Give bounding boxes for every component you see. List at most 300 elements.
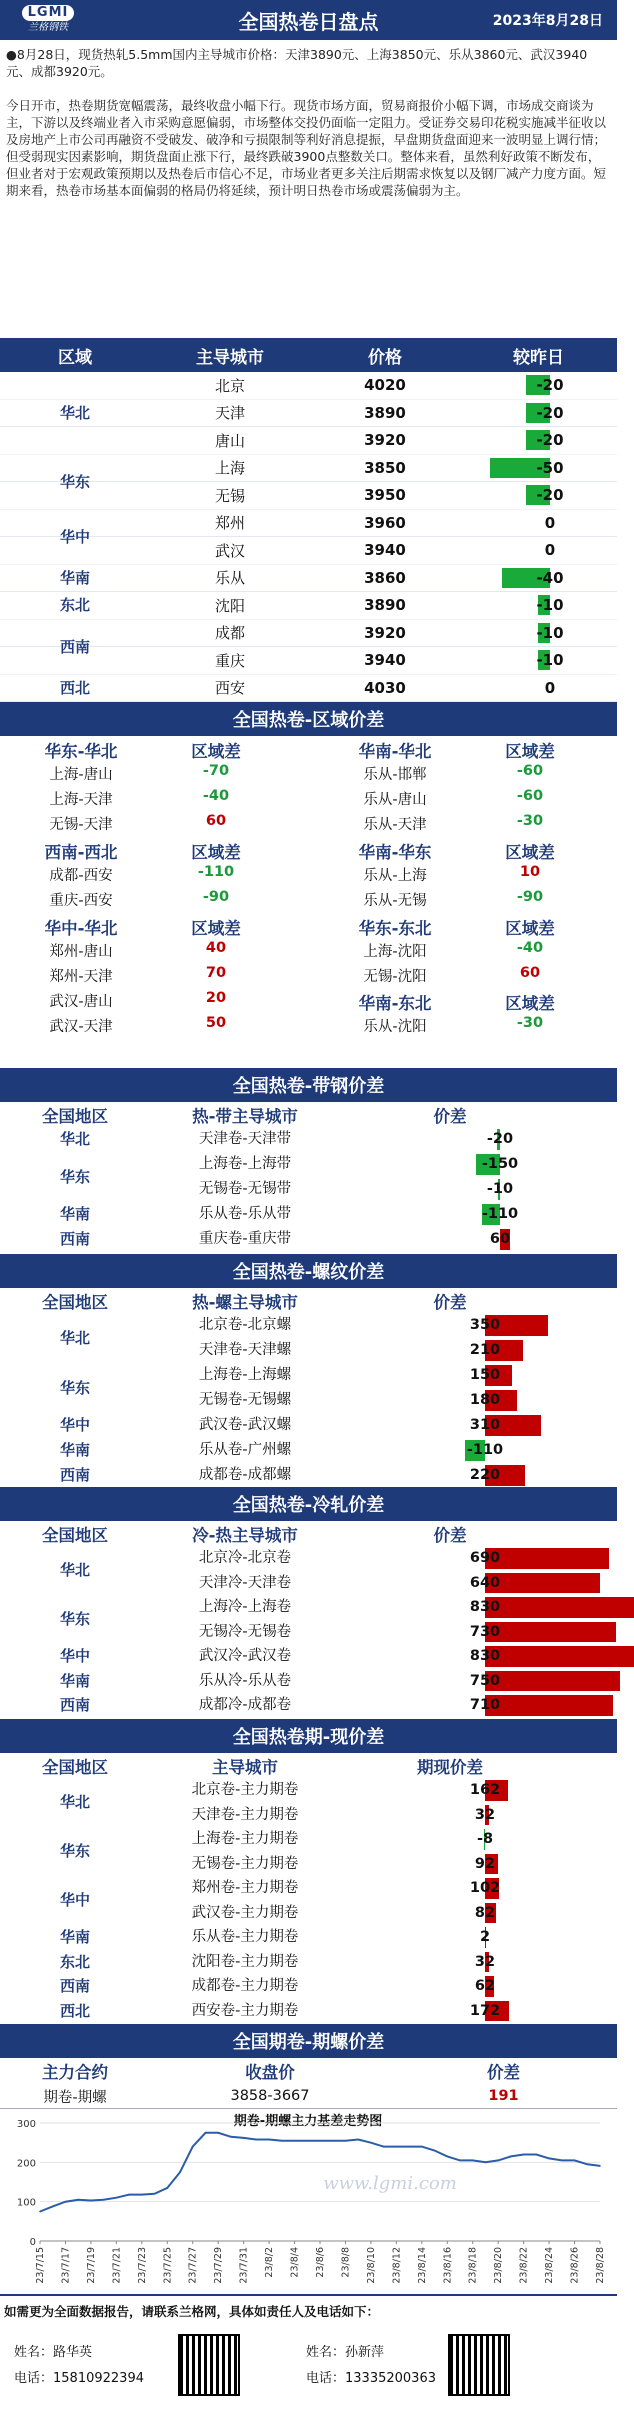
main-city: 天津 — [150, 402, 310, 423]
main-row — [0, 620, 617, 648]
change-value: -20 — [520, 429, 580, 451]
regional-pair: 上海-唐山 — [6, 763, 156, 784]
regional-diff: -60 — [470, 788, 590, 804]
main-city: 无锡 — [150, 485, 310, 506]
futures-value: 162 — [445, 1778, 525, 1803]
col-price: 价格 — [310, 343, 460, 368]
futures-pair: 武汉卷-主力期卷 — [150, 1901, 340, 1926]
regional-pair: 成都-西安 — [6, 864, 156, 885]
main-city: 重庆 — [150, 650, 310, 671]
main-row — [0, 537, 617, 565]
chart-xtick-label: 23/7/31 — [239, 2247, 250, 2284]
main-row — [0, 400, 617, 428]
chart-point — [319, 2140, 321, 2142]
futures-region: 华中 — [0, 1876, 150, 1925]
main-city: 唐山 — [150, 430, 310, 451]
chart-xtick-label: 23/8/2 — [264, 2247, 275, 2278]
basis-chart — [0, 2108, 617, 2294]
rebar-value: 310 — [445, 1413, 525, 1438]
chart-xtick-label: 23/7/27 — [188, 2247, 199, 2284]
regional-pair: 乐从-邯郸 — [320, 763, 470, 784]
main-row — [0, 675, 617, 703]
main-change-cell — [460, 539, 617, 561]
cold-value: 830 — [445, 1595, 525, 1620]
cold-region: 华东 — [0, 1595, 150, 1644]
contact-1-name: 路华英 — [53, 2345, 92, 2360]
regional-pair: 上海-沈阳 — [320, 940, 470, 961]
regional-head: 华中-华北 — [6, 915, 156, 939]
futures-value: 172 — [445, 1999, 525, 2024]
chart-point — [141, 2194, 143, 2196]
regional-diff: 20 — [156, 990, 276, 1006]
contract-name: 期卷-期螺 — [0, 2086, 150, 2107]
rebar-table-header — [0, 1288, 617, 1313]
chart-xtick-label: 23/8/14 — [417, 2247, 428, 2284]
rebar-pair: 北京卷-北京螺 — [150, 1313, 340, 1338]
chart-point — [65, 2201, 67, 2203]
chart-point — [523, 2154, 525, 2156]
main-price: 3920 — [310, 431, 460, 449]
regional-diff-head: 区域差 — [470, 990, 590, 1014]
regional-pair: 乐从-天津 — [320, 813, 470, 834]
main-region-label: 西北 — [0, 675, 150, 703]
regional-pair: 重庆-西安 — [6, 889, 156, 910]
contact-1-phone: 15810922394 — [53, 2371, 144, 2386]
chart-point — [510, 2156, 512, 2158]
cold-pair: 无锡冷-无锡卷 — [150, 1620, 340, 1645]
cold-region: 华南 — [0, 1669, 150, 1694]
chart-point — [497, 2160, 499, 2162]
main-region-label: 华中 — [0, 510, 150, 565]
chart-ytick-label: 300 — [17, 2119, 36, 2130]
main-price: 3850 — [310, 459, 460, 477]
chart-xtick-label: 23/7/19 — [86, 2247, 97, 2284]
regional-diff-head: 区域差 — [470, 839, 590, 863]
main-price: 3940 — [310, 651, 460, 669]
futures-value: 82 — [445, 1901, 525, 1926]
chart-point — [434, 2150, 436, 2152]
chart-point — [383, 2146, 385, 2148]
chart-point — [192, 2146, 194, 2148]
chart-point — [294, 2140, 296, 2142]
main-price: 3860 — [310, 569, 460, 587]
regional-diff: -110 — [156, 864, 276, 880]
chart-point — [90, 2200, 92, 2202]
change-value: 0 — [520, 677, 580, 699]
futures-pair: 北京卷-主力期卷 — [150, 1778, 340, 1803]
rebar-spread-table — [0, 1288, 617, 1487]
futures-value: 102 — [445, 1876, 525, 1901]
cold-table-header — [0, 1521, 617, 1546]
regional-diff: -60 — [470, 763, 590, 779]
main-change-cell — [460, 567, 617, 589]
chart-xtick-label: 23/8/26 — [570, 2247, 581, 2284]
intro-text — [0, 40, 617, 338]
main-row — [0, 372, 617, 400]
main-row — [0, 592, 617, 620]
rebar-col-pair: 热-螺主导城市 — [150, 1289, 340, 1313]
rebar-value: 180 — [445, 1388, 525, 1413]
cold-value: 750 — [445, 1669, 525, 1694]
change-value: 0 — [520, 539, 580, 561]
cold-value: 640 — [445, 1571, 525, 1596]
main-price: 3920 — [310, 624, 460, 642]
strip-col-value: 价差 — [340, 1103, 560, 1127]
rebar-value: 210 — [445, 1338, 525, 1363]
chart-point — [154, 2193, 156, 2195]
regional-head: 华南-东北 — [320, 990, 470, 1014]
regional-pair: 武汉-唐山 — [6, 990, 156, 1011]
futures-value: 92 — [445, 1852, 525, 1877]
contract-spread-header — [0, 2058, 617, 2084]
report-date: 2023年8月28日 — [493, 10, 603, 30]
close-prices: 3858-3667 — [150, 2088, 390, 2104]
main-row — [0, 427, 617, 455]
contact-2-phone-label: 电话： — [306, 2371, 345, 2386]
chart-point — [116, 2197, 118, 2199]
futures-col-region: 全国地区 — [0, 1754, 150, 1778]
futures-col-pair: 主导城市 — [150, 1754, 340, 1778]
contract-spread-row — [0, 2084, 617, 2108]
chart-point — [52, 2206, 54, 2208]
chart-xtick-label: 23/8/4 — [290, 2247, 301, 2278]
strip-value: -10 — [460, 1177, 540, 1202]
chart-xtick-label: 23/8/28 — [595, 2247, 606, 2284]
chart-point — [396, 2146, 398, 2148]
chart-xtick-label: 23/8/10 — [366, 2247, 377, 2284]
rebar-col-value: 价差 — [340, 1289, 560, 1313]
change-value: -20 — [520, 374, 580, 396]
cold-pair: 北京冷-北京卷 — [150, 1546, 340, 1571]
rebar-pair: 无锡卷-无锡螺 — [150, 1388, 340, 1413]
change-value: -20 — [520, 484, 580, 506]
main-row — [0, 647, 617, 675]
strip-col-pair: 热-带主导城市 — [150, 1103, 340, 1127]
main-price: 3940 — [310, 541, 460, 559]
cold-value: 710 — [445, 1693, 525, 1718]
regional-head: 华南-华北 — [320, 738, 470, 762]
futures-region: 华南 — [0, 1925, 150, 1950]
regional-diff: -30 — [470, 1015, 590, 1031]
chart-point — [166, 2187, 168, 2189]
main-price-table — [0, 372, 617, 702]
section-title-rebar: 全国热卷-螺纹价差 — [0, 1254, 617, 1288]
regional-diff: -40 — [470, 940, 590, 956]
main-change-cell — [460, 622, 617, 644]
cold-pair: 天津冷-天津卷 — [150, 1571, 340, 1596]
basis-chart-svg — [0, 2109, 617, 2295]
contact-note: 如需更为全面数据报告，请联系兰格网，具体如责任人及电话如下： — [0, 2296, 617, 2320]
chart-xtick-label: 23/7/25 — [162, 2247, 173, 2284]
regional-pair: 乐从-上海 — [320, 864, 470, 885]
futures-pair: 无锡卷-主力期卷 — [150, 1852, 340, 1877]
strip-col-region: 全国地区 — [0, 1103, 150, 1127]
intro-paragraph-prices: ●8月28日，现货热轧5.5mm国内主导城市价格：天津3890元、上海3850元、乐从3860元、武汉3940元、成都3920元。 — [6, 46, 611, 80]
chart-point — [472, 2160, 474, 2162]
futures-value: 62 — [445, 1974, 525, 1999]
cold-value: 690 — [445, 1546, 525, 1571]
main-price: 3950 — [310, 486, 460, 504]
main-change-cell — [460, 374, 617, 396]
regional-diff: 70 — [156, 965, 276, 981]
strip-value: -110 — [460, 1202, 540, 1227]
contact-2 — [306, 2340, 436, 2392]
regional-pair: 乐从-沈阳 — [320, 1015, 470, 1036]
regional-diff: -70 — [156, 763, 276, 779]
main-city: 沈阳 — [150, 595, 310, 616]
futures-region: 西北 — [0, 1999, 150, 2024]
spread-value: 191 — [390, 2088, 617, 2104]
chart-ytick-label: 0 — [30, 2237, 36, 2248]
regional-diff: 10 — [470, 864, 590, 880]
change-value: -20 — [520, 402, 580, 424]
col-region: 区域 — [0, 343, 150, 368]
regional-diff: 60 — [156, 813, 276, 829]
change-value: -10 — [520, 622, 580, 644]
futures-pair: 西安卷-主力期卷 — [150, 1999, 340, 2024]
main-price: 3890 — [310, 596, 460, 614]
chart-point — [421, 2146, 423, 2148]
chart-point — [370, 2142, 372, 2144]
futures-value: 2 — [445, 1925, 525, 1950]
strip-region: 华南 — [0, 1202, 150, 1227]
rebar-region: 华东 — [0, 1363, 150, 1413]
main-row — [0, 455, 617, 483]
close-col: 收盘价 — [150, 2059, 390, 2083]
chart-point — [485, 2162, 487, 2164]
main-region-label: 华东 — [0, 455, 150, 510]
chart-xtick-label: 23/7/23 — [137, 2247, 148, 2284]
main-region-label: 西南 — [0, 620, 150, 675]
strip-value: -20 — [460, 1127, 540, 1152]
cold-spread-table — [0, 1521, 617, 1719]
rebar-pair: 天津卷-天津螺 — [150, 1338, 340, 1363]
rebar-region: 西南 — [0, 1463, 150, 1488]
chart-watermark: www.lgmi.com — [323, 2173, 457, 2194]
contact-2-name-label: 姓名： — [306, 2345, 345, 2360]
logo-cn-text: 兰格钢铁 — [28, 21, 68, 35]
chart-point — [345, 2140, 347, 2142]
strip-value: -150 — [460, 1152, 540, 1177]
futures-pair: 天津卷-主力期卷 — [150, 1803, 340, 1828]
futures-table-header — [0, 1753, 617, 1778]
main-row — [0, 565, 617, 593]
main-change-cell — [460, 484, 617, 506]
change-value: -50 — [520, 457, 580, 479]
main-change-cell — [460, 594, 617, 616]
chart-point — [599, 2165, 601, 2167]
futures-region: 华北 — [0, 1778, 150, 1827]
regional-diff-head: 区域差 — [470, 915, 590, 939]
chart-point — [586, 2164, 588, 2166]
regional-diff: -90 — [156, 889, 276, 905]
regional-pair: 郑州-天津 — [6, 965, 156, 986]
regional-diff: 50 — [156, 1015, 276, 1031]
header-bar — [0, 0, 617, 40]
regional-pair: 武汉-天津 — [6, 1015, 156, 1036]
main-change-cell — [460, 649, 617, 671]
chart-point — [256, 2139, 258, 2141]
futures-pair: 郑州卷-主力期卷 — [150, 1876, 340, 1901]
chart-xtick-label: 23/8/22 — [519, 2247, 530, 2284]
chart-xtick-label: 23/7/15 — [35, 2247, 46, 2284]
chart-xtick-label: 23/7/17 — [60, 2247, 71, 2284]
main-city: 武汉 — [150, 540, 310, 561]
regional-pair: 无锡-沈阳 — [320, 965, 470, 986]
main-region-label: 东北 — [0, 592, 150, 620]
regional-diff-head: 区域差 — [156, 839, 276, 863]
regional-pair: 上海-天津 — [6, 788, 156, 809]
cold-pair: 成都冷-成都卷 — [150, 1693, 340, 1718]
regional-head: 西南-西北 — [6, 839, 156, 863]
chart-point — [332, 2140, 334, 2142]
chart-xtick-label: 23/8/12 — [391, 2247, 402, 2284]
main-row — [0, 510, 617, 538]
cold-value: 730 — [445, 1620, 525, 1645]
contact-2-name: 孙新萍 — [345, 2345, 384, 2360]
chart-xtick-label: 23/8/6 — [315, 2247, 326, 2278]
rebar-region: 华中 — [0, 1413, 150, 1438]
main-city: 北京 — [150, 375, 310, 396]
chart-point — [408, 2146, 410, 2148]
rebar-pair: 乐从卷-广州螺 — [150, 1438, 340, 1463]
main-price: 3960 — [310, 514, 460, 532]
regional-diff: 60 — [470, 965, 590, 981]
cold-region: 华中 — [0, 1644, 150, 1669]
cold-col-value: 价差 — [340, 1522, 560, 1546]
futures-pair: 沈阳卷-主力期卷 — [150, 1950, 340, 1975]
regional-head: 华南-华东 — [320, 839, 470, 863]
regional-diff-head: 区域差 — [470, 738, 590, 762]
rebar-region: 华北 — [0, 1313, 150, 1363]
main-city: 上海 — [150, 457, 310, 478]
regional-pair: 乐从-唐山 — [320, 788, 470, 809]
chart-point — [179, 2171, 181, 2173]
section-title-futures: 全国热卷期-现价差 — [0, 1719, 617, 1753]
futures-region: 华东 — [0, 1827, 150, 1876]
regional-pair: 郑州-唐山 — [6, 940, 156, 961]
main-price: 3890 — [310, 404, 460, 422]
regional-head: 华东-东北 — [320, 915, 470, 939]
contact-2-phone: 13335200363 — [345, 2371, 436, 2386]
rebar-value: 220 — [445, 1463, 525, 1488]
regional-head: 华东-华北 — [6, 738, 156, 762]
chart-point — [446, 2156, 448, 2158]
main-price: 4020 — [310, 376, 460, 394]
chart-xtick-label: 23/8/16 — [442, 2247, 453, 2284]
chart-xtick-label: 23/8/20 — [493, 2247, 504, 2284]
cold-col-pair: 冷-热主导城市 — [150, 1522, 340, 1546]
regional-pair: 无锡-天津 — [6, 813, 156, 834]
futures-spread-table — [0, 1753, 617, 2024]
regional-diff-head: 区域差 — [156, 915, 276, 939]
chart-point — [128, 2194, 130, 2196]
chart-point — [281, 2140, 283, 2142]
chart-point — [268, 2139, 270, 2141]
chart-point — [357, 2139, 359, 2141]
strip-value: 60 — [460, 1227, 540, 1252]
strip-pair: 无锡卷-无锡带 — [150, 1177, 340, 1202]
contract-col: 主力合约 — [0, 2059, 150, 2083]
chart-ytick-label: 200 — [17, 2158, 36, 2169]
cold-region: 华北 — [0, 1546, 150, 1595]
rebar-value: -110 — [445, 1438, 525, 1463]
regional-spread-grid — [0, 736, 617, 1068]
section-title-strip: 全国热卷-带钢价差 — [0, 1068, 617, 1102]
chart-point — [217, 2132, 219, 2134]
chart-point — [103, 2199, 105, 2201]
intro-paragraph-analysis: 今日开市，热卷期货宽幅震荡，最终收盘小幅下行。现货市场方面，贸易商报价小幅下调，市场成交商谈为主，下游以及终端业者入市采购意愿偏弱，市场整体交投仍面临一定阻力。受证券交易印花税实施减半征收以及房地产上市公司再融资不受破发、破净和亏损限制等利好消息提振，早盘期货盘面迎来一波明显上调行情；但受弱现实因素影响，期货盘面止涨下行，最终跌破3900点整数关口。整体来看，虽然利好政策不断发布，但业者对于宏观政策预期以及热卷后市信心不足，市场业者更多关注后期需求恢复以及钢厂减产力度方面。短期来看，热卷市场基本面偏弱的格局仍将延续，预计明日热卷市场或震荡偏弱为主。 — [6, 97, 611, 199]
chart-ytick-label: 100 — [17, 2198, 36, 2209]
change-value: -10 — [520, 594, 580, 616]
main-city: 乐从 — [150, 567, 310, 588]
chart-point — [39, 2211, 41, 2213]
strip-region: 华北 — [0, 1127, 150, 1152]
change-value: -10 — [520, 649, 580, 671]
chart-point — [561, 2160, 563, 2162]
strip-pair: 天津卷-天津带 — [150, 1127, 340, 1152]
futures-pair: 上海卷-主力期卷 — [150, 1827, 340, 1852]
futures-pair: 成都卷-主力期卷 — [150, 1974, 340, 1999]
main-change-cell — [460, 429, 617, 451]
chart-xtick-label: 23/8/18 — [468, 2247, 479, 2284]
chart-point — [574, 2160, 576, 2162]
col-city: 主导城市 — [150, 343, 310, 368]
main-row — [0, 482, 617, 510]
rebar-pair: 上海卷-上海螺 — [150, 1363, 340, 1388]
regional-diff: 40 — [156, 940, 276, 956]
cold-col-region: 全国地区 — [0, 1522, 150, 1546]
page-title: 全国热卷日盘点 — [0, 6, 617, 35]
main-city: 郑州 — [150, 512, 310, 533]
main-city: 成都 — [150, 622, 310, 643]
qr-code-2 — [448, 2334, 510, 2396]
futures-value: 32 — [445, 1950, 525, 1975]
regional-diff: -30 — [470, 813, 590, 829]
futures-region: 东北 — [0, 1950, 150, 1975]
main-region-label: 华南 — [0, 565, 150, 593]
chart-point — [205, 2132, 207, 2134]
chart-xtick-label: 23/7/21 — [111, 2247, 122, 2284]
main-city: 西安 — [150, 677, 310, 698]
strip-pair: 重庆卷-重庆带 — [150, 1227, 340, 1252]
rebar-col-region: 全国地区 — [0, 1289, 150, 1313]
contact-1 — [14, 2340, 144, 2392]
section-title-regional: 全国热卷-区域价差 — [0, 702, 617, 736]
rebar-pair: 武汉卷-武汉螺 — [150, 1413, 340, 1438]
contact-1-phone-label: 电话： — [14, 2371, 53, 2386]
futures-col-value: 期现价差 — [340, 1754, 560, 1778]
change-value: 0 — [520, 512, 580, 534]
chart-point — [243, 2137, 245, 2139]
chart-xtick-label: 23/7/29 — [213, 2247, 224, 2284]
strip-table-header — [0, 1102, 617, 1127]
chart-point — [230, 2136, 232, 2138]
cold-pair: 乐从冷-乐从卷 — [150, 1669, 340, 1694]
cold-value: 830 — [445, 1644, 525, 1669]
chart-point — [77, 2199, 79, 2201]
change-value: -40 — [520, 567, 580, 589]
futures-pair: 乐从卷-主力期卷 — [150, 1925, 340, 1950]
main-price: 4030 — [310, 679, 460, 697]
main-region-label: 华北 — [0, 372, 150, 455]
strip-region: 华东 — [0, 1152, 150, 1202]
chart-title: 期卷-期螺主力基差走势图 — [234, 2113, 382, 2129]
regional-diff: -40 — [156, 788, 276, 804]
spread-col: 价差 — [390, 2059, 617, 2083]
strip-spread-table — [0, 1102, 617, 1254]
main-change-cell — [460, 512, 617, 534]
